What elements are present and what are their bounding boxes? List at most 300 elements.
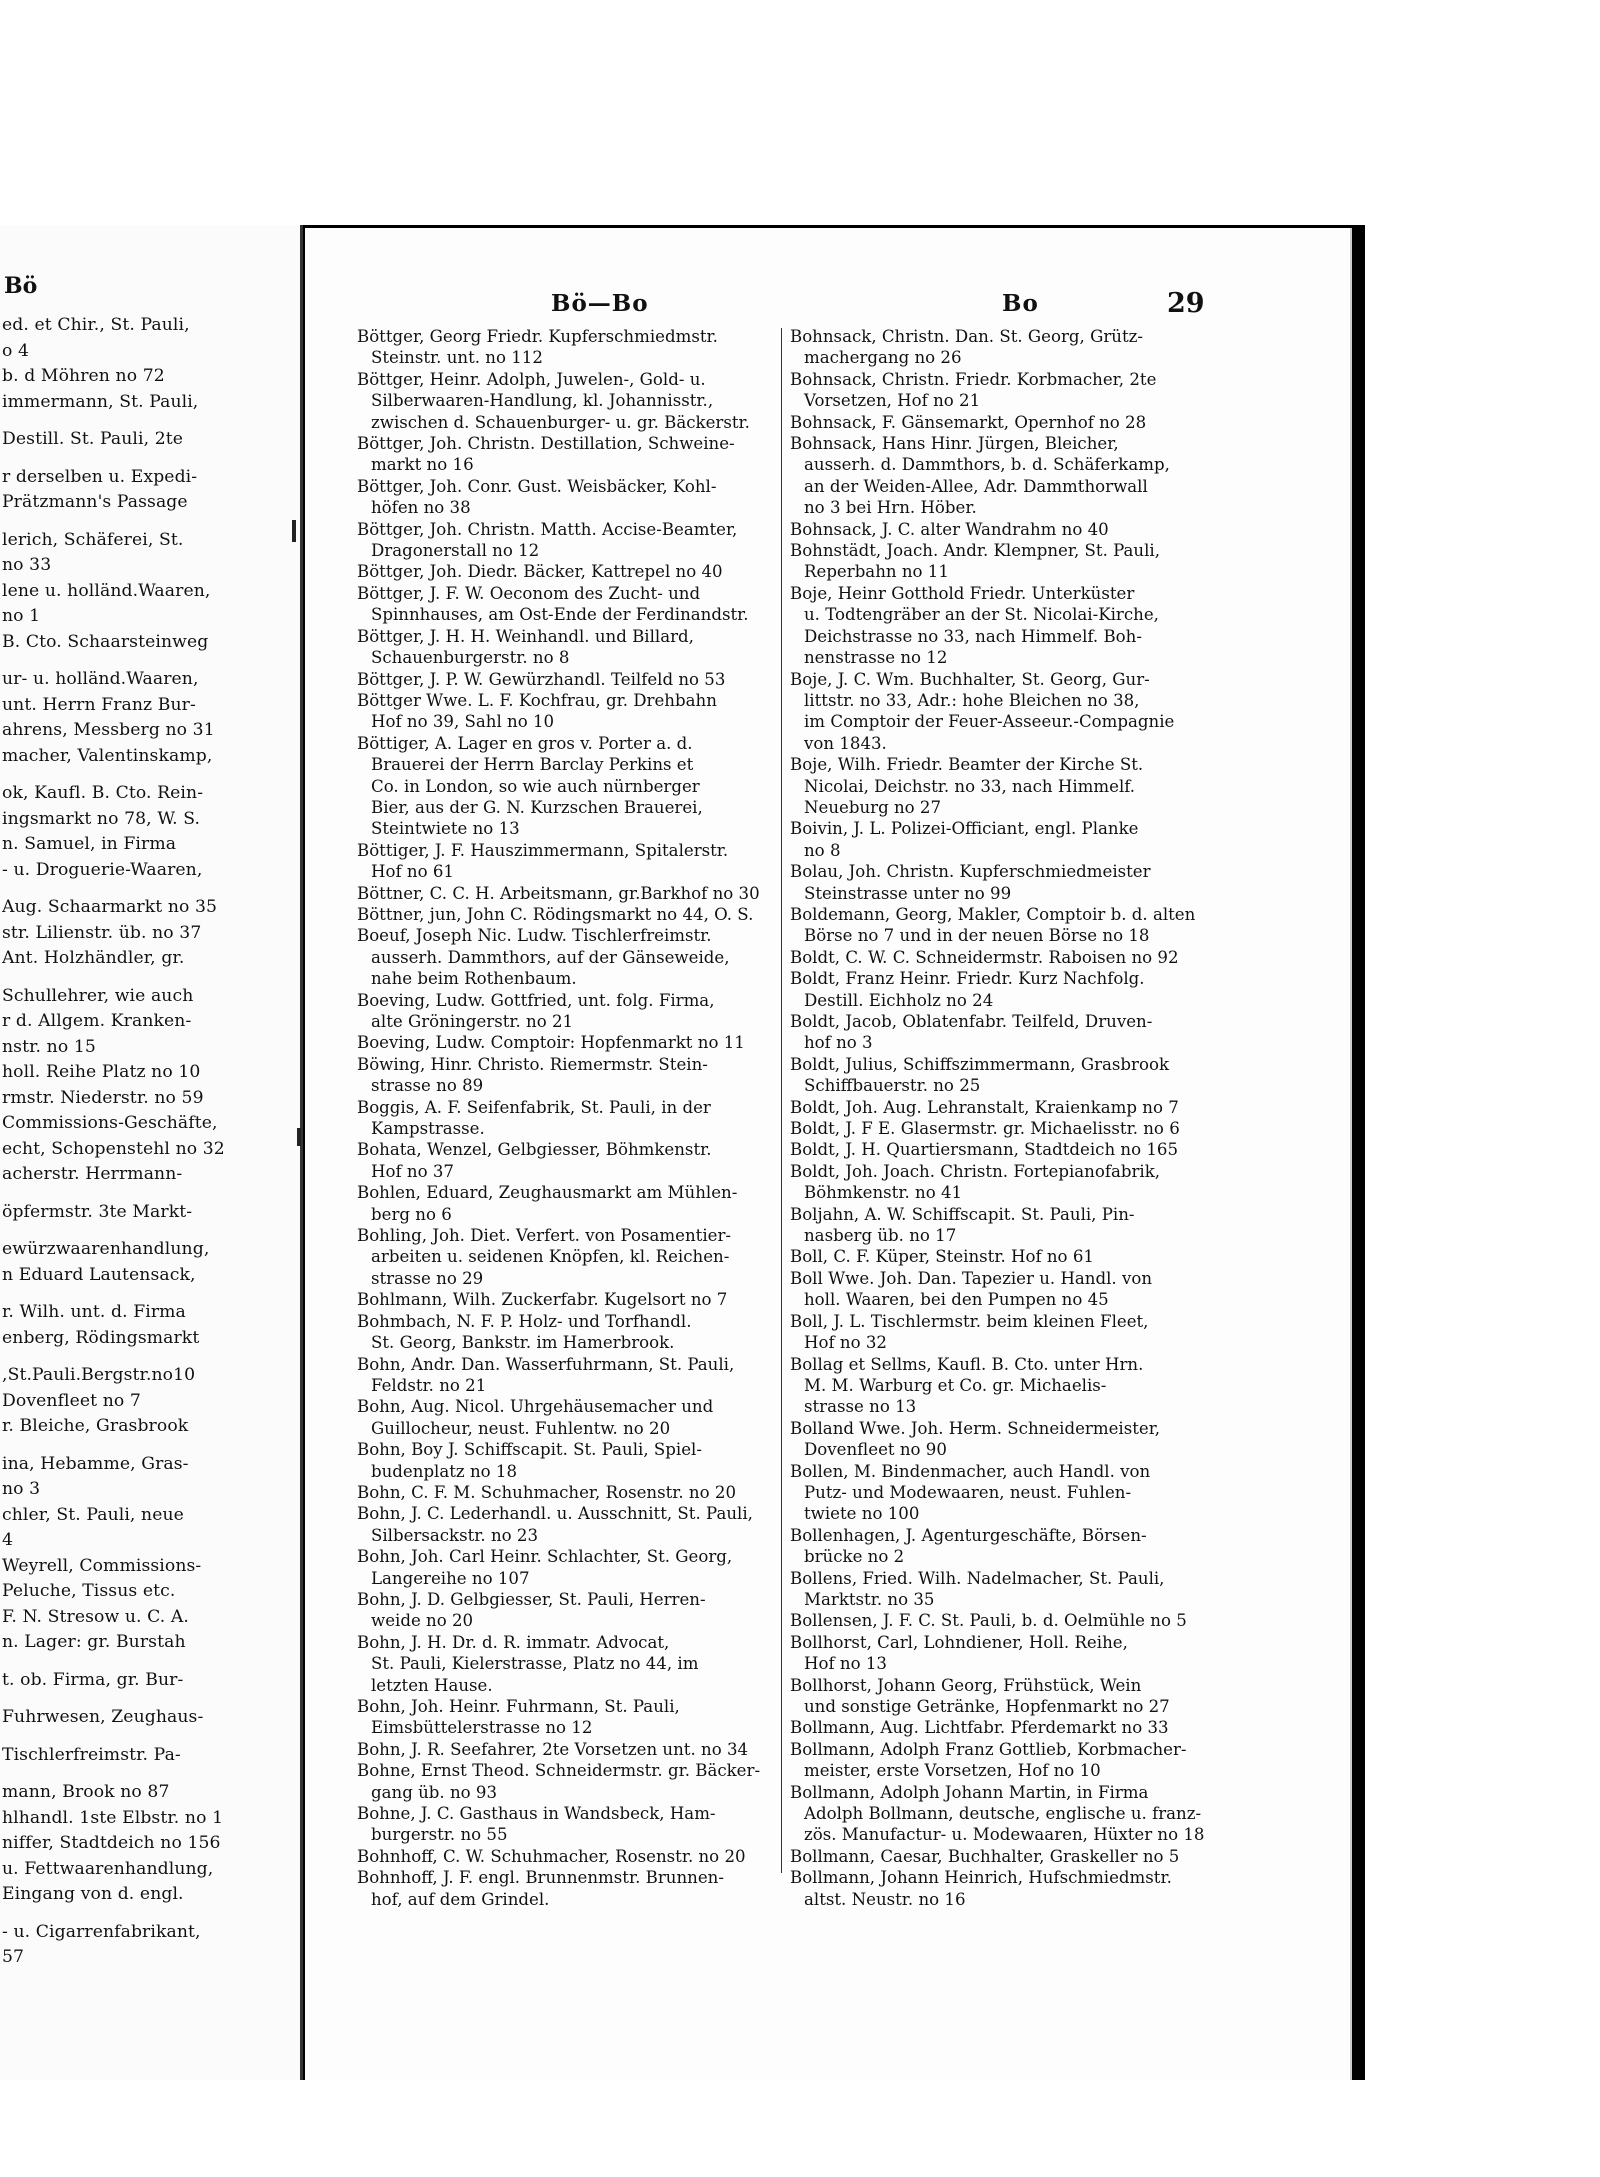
entry-continuation-line: meister, erste Vorsetzen, Hof no 10 [804,1761,1101,1781]
entry-name-line: Boll, J. L. Tischlermstr. beim kleinen Fleet, [790,1311,1149,1331]
entry-name-line: Bollmann, Johann Heinrich, Hufschmiedmstr. [790,1868,1172,1888]
directory-entry [790,1568,1225,1611]
facing-page-line: ur- u. holländ.Waaren, [2,669,199,689]
facing-page-line [2,1225,298,1237]
entry-name-line: Böttger, Heinr. Adolph, Juwelen-, Gold- u. [357,369,706,389]
facing-page-line: no 33 [2,555,52,575]
entry-name-line: Böttiger, A. Lager en gros v. Porter a. d. [357,733,693,753]
entry-continuation-line: Langereihe no 107 [371,1568,530,1588]
directory-entry [790,1418,1225,1461]
directory-entry [790,1632,1225,1675]
entry-name-line: Bolau, Joh. Christn. Kupferschmiedmeister [790,862,1151,882]
facing-page-line: r d. Allgem. Kranken- [2,1011,192,1031]
entry-continuation-line: höfen no 38 [371,498,471,518]
facing-page-line [2,453,298,465]
facing-page-line [2,1731,298,1743]
facing-page-line: u. Fettwaarenhandlung, [2,1858,214,1879]
entry-continuation-line: Spinnhauses, am Ost-Ende der Ferdinandstr. [371,605,749,625]
directory-entry [357,1097,765,1140]
entry-continuation-line: Neueburg no 27 [804,797,942,817]
directory-entry [357,1867,765,1910]
facing-page-line [2,516,298,528]
entry-continuation-line: Hof no 61 [371,862,454,882]
facing-page-line: nstr. no 15 [2,1036,96,1057]
entry-continuation-line: M. M. Warburg et Co. gr. Michaelis- [804,1375,1107,1395]
facing-page-line: b. d Möhren no 72 [2,366,165,386]
directory-entry [790,1204,1225,1247]
directory-entry [357,1439,765,1482]
entry-continuation-line: Adolph Bollmann, deutsche, englische u. franz- [804,1804,1202,1824]
directory-entry [790,1675,1225,1718]
entry-name-line: Bohne, Ernst Theod. Schneidermstr. gr. Bäcker- [357,1761,761,1781]
directory-entry [357,1846,765,1867]
entry-name-line: Bollmann, Aug. Lichtfabr. Pferdemarkt no 33 [790,1718,1169,1738]
entry-name-line: Boje, J. C. Wm. Buchhalter, St. Georg, Gur- [790,669,1150,689]
facing-page-line: Commissions-Geschäfte, [2,1113,218,1133]
directory-entry [357,369,765,433]
directory-entry [790,1867,1225,1910]
facing-page-line: chler, St. Pauli, neue [2,1504,184,1525]
directory-entry [357,925,765,989]
facing-page-line [2,1768,298,1780]
facing-page-line: Eingang von d. engl. [2,1884,184,1904]
entry-name-line: Böttner, jun, John C. Rödingsmarkt no 44, O. S. [357,904,754,924]
entry-continuation-line: arbeiten u. seidenen Knöpfen, kl. Reichen- [371,1247,730,1267]
entry-continuation-line: zös. Manufactur- u. Modewaaren, Hüxter no 18 [804,1825,1205,1845]
directory-entry [790,433,1225,519]
facing-page-line: Destill. St. Pauli, 2te [2,429,184,449]
directory-entry [790,412,1225,433]
entry-continuation-line: Feldstr. no 21 [371,1375,487,1395]
entry-continuation-line: Reperbahn no 11 [804,562,949,582]
entry-continuation-line: ausserh. Dammthors, auf der Gänseweide, [371,947,730,967]
directory-entry [790,1739,1225,1782]
facing-page-line: no 1 [2,606,41,626]
entry-name-line: Bohn, J. C. Lederhandl. u. Ausschnitt, St. Pauli, [357,1504,753,1524]
directory-entry [790,326,1225,369]
entry-name-line: Boggis, A. F. Seifenfabrik, St. Pauli, in der [357,1097,711,1117]
facing-page-line: Weyrell, Commissions- [2,1555,202,1576]
facing-page-line: ina, Hebamme, Gras- [2,1453,189,1474]
entry-name-line: Böttner, C. C. H. Arbeitsmann, gr.Barkhof no 30 [357,883,760,903]
entry-name-line: Boldt, Franz Heinr. Friedr. Kurz Nachfolg. [790,969,1145,989]
facing-page-line: str. Lilienstr. üb. no 37 [2,922,202,943]
entry-name-line: Bohnsack, F. Gänsemarkt, Opernhof no 28 [790,412,1147,432]
directory-entry [790,1246,1225,1267]
entry-name-line: Bohn, J. H. Dr. d. R. immatr. Advocat, [357,1632,670,1652]
entry-continuation-line: nasberg üb. no 17 [804,1226,957,1246]
entry-name-line: Boldemann, Georg, Makler, Comptoir b. d. alten [790,904,1196,924]
directory-entry [790,1782,1225,1846]
entry-continuation-line: Steinstr. unt. no 112 [371,348,543,368]
directory-entry [790,1311,1225,1354]
entry-name-line: Boldt, C. W. C. Schneidermstr. Raboisen no 92 [790,947,1179,967]
entry-continuation-line: altst. Neustr. no 16 [804,1889,966,1909]
scan-background-top [0,0,1600,225]
directory-entry [357,1354,765,1397]
entry-name-line: Bohnsack, Christn. Dan. St. Georg, Grütz- [790,327,1143,346]
facing-page-line: n Eduard Lautensack, [2,1264,196,1285]
directory-entry [790,1461,1225,1525]
entry-continuation-line: Bier, aus der G. N. Kurzschen Brauerei, [371,797,703,817]
directory-entry [357,733,765,840]
entry-name-line: Bohlmann, Wilh. Zuckerfabr. Kugelsort no 7 [357,1290,728,1310]
facing-page-line [2,655,298,667]
facing-page-line: acherstr. Herrmann- [2,1164,183,1184]
entry-continuation-line: machergang no 26 [804,348,962,368]
entry-name-line: Böttger, J. P. W. Gewürzhandl. Teilfeld no 53 [357,669,726,689]
entry-name-line: Bollmann, Caesar, Buchhalter, Graskeller no 5 [790,1846,1180,1866]
facing-page-line [2,1288,298,1300]
entry-continuation-line: brücke no 2 [804,1547,905,1567]
running-header [305,290,1350,320]
entry-name-line: Bohne, J. C. Gasthaus in Wandsbeck, Ham- [357,1804,716,1824]
facing-page-line: immermann, St. Pauli, [2,391,199,412]
header-left-keyword: Bö—Bo [551,290,649,317]
directory-entry [357,519,765,562]
entry-continuation-line: Deichstrasse no 33, nach Himmelf. Boh- [804,626,1142,646]
entry-name-line: Böttger, Joh. Diedr. Bäcker, Kattrepel no 40 [357,562,723,582]
facing-page-line: Schullehrer, wie auch [2,985,194,1006]
directory-entry [790,583,1225,669]
directory-entry [790,1354,1225,1418]
entry-continuation-line: Dragonerstall no 12 [371,541,540,561]
entry-continuation-line: Vorsetzen, Hof no 21 [804,391,981,411]
entry-name-line: Böttger, J. F. W. Oeconom des Zucht- und [357,583,701,603]
directory-entry [357,690,765,733]
facing-page-line [2,1351,298,1363]
entry-continuation-line: Böhmkenstr. no 41 [804,1183,963,1203]
directory-entry [357,1139,765,1182]
directory-entry [357,1589,765,1632]
facing-page-line: t. ob. Firma, gr. Bur- [2,1669,184,1690]
entry-name-line: Bohn, Boy J. Schiffscapit. St. Pauli, Spiel- [357,1440,702,1460]
entry-name-line: Boeving, Ludw. Gottfried, unt. folg. Firma, [357,990,715,1010]
entry-name-line: Bollensen, J. F. C. St. Pauli, b. d. Oelmühle no 5 [790,1611,1187,1631]
entry-name-line: Bollag et Sellms, Kaufl. B. Cto. unter Hrn. [790,1354,1144,1374]
directory-entry [357,1311,765,1354]
entry-continuation-line: hof no 3 [804,1033,873,1053]
facing-page-line: no 3 [2,1479,41,1499]
directory-entry [357,883,765,904]
entry-continuation-line: no 3 bei Hrn. Höber. [804,498,977,518]
entry-name-line: Boeving, Ludw. Comptoir: Hopfenmarkt no 11 [357,1033,745,1053]
facing-page-line: - u. Droguerie-Waaren, [2,859,203,880]
facing-page-line [2,415,298,427]
directory-entry [357,433,765,476]
entry-continuation-line: Hof no 13 [804,1654,887,1674]
directory-entry [790,1846,1225,1867]
facing-page-line: öpfermstr. 3te Markt- [2,1201,193,1222]
directory-entry [790,369,1225,412]
entry-continuation-line: strasse no 89 [371,1076,484,1096]
directory-entry [357,840,765,883]
entry-continuation-line: Silberwaaren-Handlung, kl. Johannisstr., [371,391,714,411]
facing-page-line: r. Bleiche, Grasbrook [2,1416,189,1436]
entry-name-line: Bohmbach, N. F. P. Holz- und Torfhandl. [357,1311,692,1331]
entry-continuation-line: ausserh. d. Dammthors, b. d. Schäferkamp, [804,455,1170,475]
entry-name-line: Bolland Wwe. Joh. Herm. Schneidermeister, [790,1418,1161,1438]
entry-name-line: Boldt, J. H. Quartiersmann, Stadtdeich no 165 [790,1140,1179,1160]
directory-entry [790,1139,1225,1160]
entry-continuation-line: hof, auf dem Grindel. [371,1889,550,1909]
directory-entry [790,1118,1225,1139]
entry-name-line: Bohnsack, J. C. alter Wandrahm no 40 [790,519,1109,539]
entry-continuation-line: littstr. no 33, Adr.: hohe Bleichen no 38, [804,690,1140,710]
entry-continuation-line: im Comptoir der Feuer-Asseeur.-Compagnie [804,712,1175,732]
entry-continuation-line: alte Gröningerstr. no 21 [371,1012,574,1031]
facing-page-line: unt. Herrn Franz Bur- [2,694,196,715]
facing-page-line: ok, Kaufl. B. Cto. Rein- [2,783,204,803]
entry-continuation-line: Hof no 32 [804,1333,887,1353]
entry-name-line: Boll, C. F. Küper, Steinstr. Hof no 61 [790,1247,1094,1267]
directory-entry [790,519,1225,540]
entry-continuation-line: Hof no 37 [371,1161,454,1181]
facing-page-line: Fuhrwesen, Zeughaus- [2,1707,204,1727]
facing-page-line: r derselben u. Expedi- [2,466,198,487]
entry-continuation-line: von 1843. [804,733,887,753]
entry-continuation-line: letzten Hause. [371,1675,493,1695]
directory-entry [357,1739,765,1760]
directory-entry [357,1054,765,1097]
entry-name-line: Boje, Wilh. Friedr. Beamter der Kirche St. [790,755,1144,775]
entry-continuation-line: strasse no 29 [371,1268,484,1288]
directory-entry [790,1717,1225,1738]
directory-entry [790,861,1225,904]
entry-name-line: Böttger, Georg Friedr. Kupferschmiedmstr. [357,327,718,346]
directory-page [305,228,1352,2080]
directory-entry [357,1482,765,1503]
facing-page-line: niffer, Stadtdeich no 156 [2,1833,221,1853]
directory-entry [790,754,1225,818]
facing-page-line [2,769,298,781]
directory-entry [357,1760,765,1803]
entry-name-line: Bollmann, Adolph Franz Gottlieb, Korbmacher- [790,1739,1187,1759]
entry-name-line: Bollens, Fried. Wilh. Nadelmacher, St. Pauli, [790,1568,1165,1588]
entry-continuation-line: burgerstr. no 55 [371,1825,508,1845]
entry-name-line: Boeuf, Joseph Nic. Ludw. Tischlerfreimstr. [357,926,712,946]
facing-page-line: ahrens, Messberg no 31 [2,720,215,740]
directory-entry [790,1161,1225,1204]
facing-page-line: ed. et Chir., St. Pauli, [2,315,190,335]
directory-entry [790,968,1225,1011]
facing-page-line [2,1656,298,1668]
entry-name-line: Bollmann, Adolph Johann Martin, in Firma [790,1782,1149,1802]
facing-page-line: ewürzwaarenhandlung, [2,1239,210,1259]
entry-continuation-line: nenstrasse no 12 [804,648,948,668]
facing-page-line: ,St.Pauli.Bergstr.no10 [2,1365,196,1385]
entry-continuation-line: Schiffbauerstr. no 25 [804,1076,981,1096]
directory-entry [357,1032,765,1053]
page-number: 29 [1167,288,1205,319]
header-right-keyword: Bo [1002,290,1039,317]
column-divider [781,328,782,1873]
facing-page-line: n. Lager: gr. Burstah [2,1632,186,1652]
entry-continuation-line: zwischen d. Schauenburger- u. gr. Bäckerstr. [371,412,750,432]
entry-name-line: Böttger, Joh. Conr. Gust. Weisbäcker, Kohl- [357,476,717,496]
directory-entry [357,561,765,582]
directory-entry [357,1182,765,1225]
entry-continuation-line: berg no 6 [371,1204,452,1224]
facing-page-line: holl. Reihe Platz no 10 [2,1062,201,1082]
entry-name-line: Bohn, Andr. Dan. Wasserfuhrmann, St. Pauli, [357,1354,735,1374]
directory-entry [790,818,1225,861]
entry-continuation-line: Brauerei der Herrn Barclay Perkins et [371,755,694,775]
facing-page-line: o 4 [2,340,30,361]
directory-entry [357,990,765,1033]
entry-name-line: Bollhorst, Johann Georg, Frühstück, Wein [790,1675,1142,1695]
entry-name-line: Bohlen, Eduard, Zeughausmarkt am Mühlen- [357,1183,738,1203]
facing-page-line: Peluche, Tissus etc. [2,1581,176,1601]
entry-name-line: Boldt, Joh. Aug. Lehranstalt, Kraienkamp no 7 [790,1097,1179,1117]
binding-mark [292,520,296,542]
entry-name-line: Bohn, Aug. Nicol. Uhrgehäusemacher und [357,1397,714,1417]
facing-page-line: Dovenfleet no 7 [2,1390,141,1411]
entry-name-line: Bohn, C. F. M. Schuhmacher, Rosenstr. no 20 [357,1482,737,1502]
entry-name-line: Bohling, Joh. Diet. Verfert. von Posamentier- [357,1226,731,1246]
entry-name-line: Böttger, Joh. Christn. Destillation, Schweine- [357,434,735,454]
entry-name-line: Bohnhoff, C. W. Schuhmacher, Rosenstr. no 20 [357,1846,746,1866]
directory-entry [357,1803,765,1846]
facing-page-line: Ant. Holzhändler, gr. [2,948,185,968]
entry-continuation-line: holl. Waaren, bei den Pumpen no 45 [804,1290,1109,1310]
entry-name-line: Bohnhoff, J. F. engl. Brunnenmstr. Brunnen- [357,1868,724,1888]
entry-continuation-line: Co. in London, so wie auch nürnberger [371,776,700,796]
entry-continuation-line: no 8 [804,840,841,860]
directory-entry [357,1396,765,1439]
facing-page-line: F. N. Stresow u. C. A. [2,1606,189,1627]
entry-continuation-line: Marktstr. no 35 [804,1589,935,1609]
entry-continuation-line: strasse no 13 [804,1397,917,1417]
entry-continuation-line: Kampstrasse. [371,1119,485,1139]
entry-name-line: Bohata, Wenzel, Gelbgiesser, Böhmkenstr. [357,1140,712,1160]
entry-name-line: Böttiger, J. F. Hauszimmermann, Spitalerstr. [357,840,729,860]
facing-page-line: macher, Valentinskamp, [2,745,213,766]
facing-page-line: Tischlerfreimstr. Pa- [2,1744,181,1765]
entry-name-line: Böwing, Hinr. Christo. Riemermstr. Stein- [357,1054,708,1074]
entry-name-line: Boldt, J. F E. Glasermstr. gr. Michaelisstr. no 6 [790,1119,1180,1139]
directory-entry [790,1011,1225,1054]
facing-page-line: n. Samuel, in Firma [2,834,177,854]
entry-name-line: Bollen, M. Bindenmacher, auch Handl. von [790,1461,1151,1481]
directory-entry [790,1268,1225,1311]
entry-continuation-line: Dovenfleet no 90 [804,1440,947,1460]
directory-entry [357,1632,765,1696]
directory-entry [790,947,1225,968]
directory-entry [357,626,765,669]
entry-name-line: Bohnsack, Hans Hinr. Jürgen, Bleicher, [790,434,1119,454]
entry-continuation-line: Destill. Eichholz no 24 [804,990,994,1010]
entry-continuation-line: nahe beim Rothenbaum. [371,969,577,989]
directory-entry [357,1503,765,1546]
binding-mark [297,1128,301,1146]
facing-page-line [2,1693,298,1705]
entry-name-line: Boljahn, A. W. Schiffscapit. St. Pauli, Pin- [790,1204,1135,1224]
entry-continuation-line: Putz- und Modewaaren, neust. Fuhlen- [804,1482,1132,1502]
entry-continuation-line: Silbersackstr. no 23 [371,1525,539,1545]
directory-entry [357,476,765,519]
entry-continuation-line: Hof no 39, Sahl no 10 [371,712,555,732]
directory-entry [357,583,765,626]
facing-page-line: enberg, Rödingsmarkt [2,1327,200,1348]
entry-name-line: Boldt, Joh. Joach. Christn. Fortepianofabrik, [790,1161,1161,1181]
directory-entry [790,1097,1225,1118]
facing-page-line: lene u. holländ.Waaren, [2,580,211,601]
entry-continuation-line: twiete no 100 [804,1504,920,1524]
entry-continuation-line: St. Pauli, Kielerstrasse, Platz no 44, im [371,1654,699,1674]
entry-name-line: Böttger, Joh. Christn. Matth. Accise-Beamter, [357,519,738,539]
entry-name-line: Bollhorst, Carl, Lohndiener, Holl. Reihe, [790,1632,1128,1652]
scan-background-right [1365,0,1600,2177]
entry-continuation-line: St. Georg, Bankstr. im Hamerbrook. [371,1333,675,1353]
facing-page-line: r. Wilh. unt. d. Firma [2,1302,186,1322]
entry-continuation-line: an der Weiden-Allee, Adr. Dammthorwall [804,476,1148,496]
entry-continuation-line: Steintwiete no 13 [371,819,520,839]
directory-entry [357,326,765,369]
facing-page-line [2,1908,298,1920]
entry-name-line: Bohn, Joh. Carl Heinr. Schlachter, St. Georg, [357,1547,733,1567]
facing-page-line: 57 [2,1947,25,1967]
entry-continuation-line: budenplatz no 18 [371,1461,518,1481]
directory-entry [357,1225,765,1289]
facing-page-line: Aug. Schaarmarkt no 35 [2,897,218,917]
scan-background-bottom [0,2080,1600,2177]
entry-name-line: Boll Wwe. Joh. Dan. Tapezier u. Handl. von [790,1268,1153,1288]
facing-page-line: echt, Schopenstehl no 32 [2,1138,225,1159]
directory-entry [790,1610,1225,1631]
entry-continuation-line: Nicolai, Deichstr. no 33, nach Himmelf. [804,776,1136,796]
entries-column-left [357,326,765,1910]
entry-continuation-line: weide no 20 [371,1611,474,1631]
entry-continuation-line: markt no 16 [371,455,474,475]
facing-page-line: mann, Brook no 87 [2,1782,170,1802]
directory-entry [790,540,1225,583]
directory-entry [790,1054,1225,1097]
facing-page-line: 4 [2,1530,14,1550]
facing-page-line: hlhandl. 1ste Elbstr. no 1 [2,1807,224,1828]
facing-page-head: Bö [4,273,38,299]
facing-page-line [2,1188,298,1200]
entry-continuation-line: u. Todtengräber an der St. Nicolai-Kirche, [804,605,1159,625]
directory-entry [790,1525,1225,1568]
entry-name-line: Boldt, Julius, Schiffszimmermann, Grasbrook [790,1054,1170,1074]
entry-continuation-line: und sonstige Getränke, Hopfenmarkt no 27 [804,1697,1170,1716]
directory-entry [357,1696,765,1739]
facing-page-line [2,972,298,984]
entry-name-line: Bohnsack, Christn. Friedr. Korbmacher, 2te [790,369,1157,389]
directory-entry [357,904,765,925]
facing-page-line: rmstr. Niederstr. no 59 [2,1087,204,1108]
directory-entry [357,669,765,690]
entry-name-line: Boivin, J. L. Polizei-Officiant, engl. Planke [790,819,1139,839]
entry-name-line: Bohn, J. D. Gelbgiesser, St. Pauli, Herren- [357,1589,706,1609]
facing-page [0,225,303,2080]
entry-name-line: Bollenhagen, J. Agenturgeschäfte, Börsen- [790,1525,1147,1545]
entry-name-line: Böttger Wwe. L. F. Kochfrau, gr. Drehbahn [357,690,717,710]
facing-page-line: Prätzmann's Passage [2,492,188,512]
entry-name-line: Boje, Heinr Gotthold Friedr. Unterküster [790,583,1135,603]
facing-page-lines [2,313,298,1971]
facing-page-line [2,1440,298,1452]
entry-name-line: Bohn, Joh. Heinr. Fuhrmann, St. Pauli, [357,1697,680,1716]
directory-entry [357,1546,765,1589]
facing-page-line: B. Cto. Schaarsteinweg [2,631,209,652]
entry-continuation-line: Guillocheur, neust. Fuhlentw. no 20 [371,1418,671,1438]
facing-page-line: lerich, Schäferei, St. [2,529,184,550]
entries-column-right [790,326,1225,1910]
entry-name-line: Boldt, Jacob, Oblatenfabr. Teilfeld, Druven- [790,1012,1153,1031]
facing-page-line: ingsmarkt no 78, W. S. [2,808,201,829]
